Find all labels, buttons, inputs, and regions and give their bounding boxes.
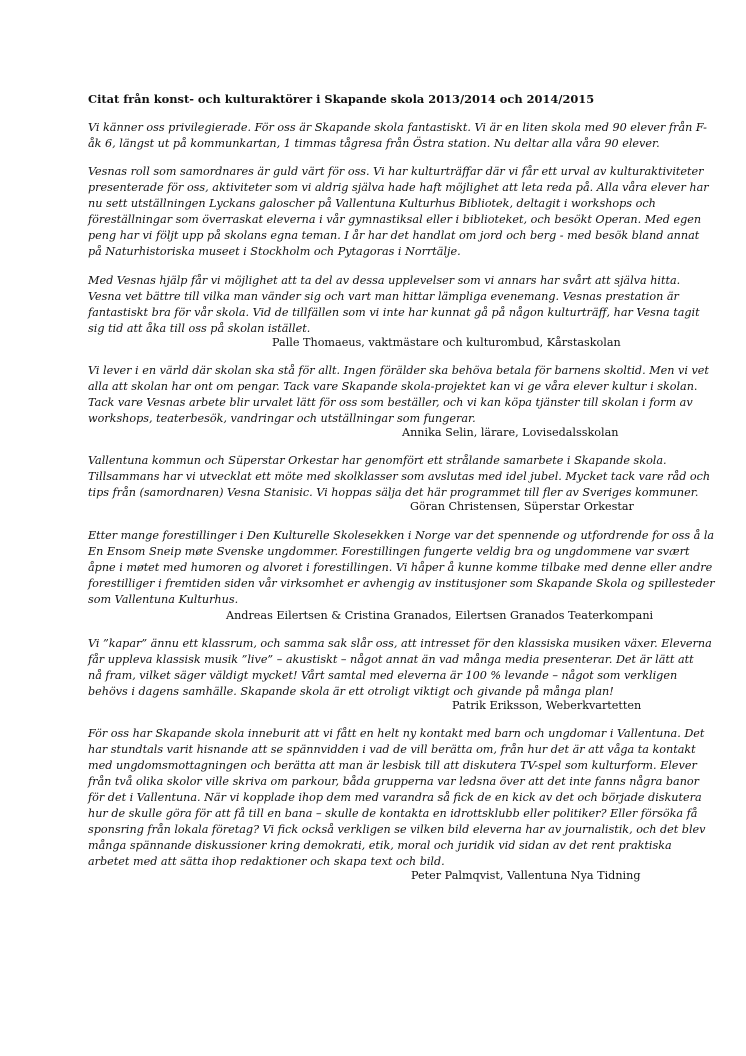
quote-line: med ungdomsmottagningen och berätta att man är lesbisk till att diskutera TV-spel som kulturform. Elever — [88, 759, 697, 772]
quote-line: Vi lever i en värld där skolan ska stå för allt. Ingen förälder ska behöva betala för barnens skoltid. Men vi vet — [88, 364, 709, 377]
quote-line: Vallentuna kommun och Süperstar Orkestar har genomfört ett strålande samarbete i Skapande skola. — [88, 454, 667, 467]
quote-attribution: Palle Thomaeus, vaktmästare och kulturombud, Kårstaskolan — [272, 336, 621, 349]
quote-line: hur de skulle göra för att få till en bana – skulle de kontakta en idrottsklubb eller politiker? Eller försöka få — [88, 807, 698, 820]
quote-line: på Naturhistoriska museet i Stockholm och Pytagoras i Norrtälje. — [88, 245, 461, 258]
quote-line: nu sett utställningen Lyckans galoscher på Vallentuna Kulturhus Bibliotek, deltagit i workshops och — [88, 197, 656, 210]
quote-attribution: Göran Christensen, Süperstar Orkestar — [410, 500, 634, 513]
quote-attribution: Peter Palmqvist, Vallentuna Nya Tidning — [411, 869, 641, 882]
quote-line: sponsring från lokala företag? Vi fick också verkligen se vilken bild eleverna har av journalistik, och det blev — [88, 823, 706, 836]
quote-line: Tillsammans har vi utvecklat ett möte med skolklasser som avslutas med idel jubel. Mycket tack vare råd och — [88, 470, 711, 483]
quote-line: Vesnas roll som samordnares är guld värt för oss. Vi har kulturträffar där vi får ett urval av kulturaktiviteter — [88, 165, 704, 178]
quote-line: fantastiskt bra för vår skola. Vid de tillfällen som vi inte har kunnat gå på någon kulturträff, har Vesna tagit — [88, 306, 700, 319]
quote-line: alla att skolan har ont om pengar. Tack vare Skapande skola-projektet kan vi ge våra elever kultur i skolan. — [88, 380, 698, 393]
quote-line: presenterade för oss, aktiviteter som vi aldrig själva hade haft möjlighet att leta reda på. Alla våra elever har — [88, 181, 709, 194]
quote-attribution: Patrik Eriksson, Weberkvartetten — [452, 699, 642, 712]
quote-line: Tack vare Vesnas arbete blir urvalet lätt för oss som beställer, och vi kan köpa tjänster till skolan i form av — [88, 396, 693, 409]
quote-line: arbetet med att sätta ihop redaktioner och skapa text och bild. — [88, 855, 445, 868]
quote-line: har stundtals varit hisnande att se spännvidden i vad de vill berätta om, från hur det är att våga ta kontakt — [88, 743, 696, 756]
quote-line: många spännande diskussioner kring demokrati, etik, moral och juridik vid sidan av det rent praktiska — [88, 839, 672, 852]
quote-line: nå fram, vilket säger väldigt mycket! Vårt samtal med eleverna är 100 % levande – något som verkligen — [88, 669, 678, 682]
quote-line: åk 6, längst ut på kommunkartan, 1 timmas tågresa från Östra station. Nu deltar alla våra 90 elever. — [88, 137, 660, 150]
quote-line: sig tid att åka till oss på skolan istället. — [88, 322, 311, 335]
quote-line: Vesna vet bättre till vilka man vänder sig och vart man hittar lämpliga evenemang. Vesnas prestation är — [88, 290, 679, 303]
quote-line: Vi ”kapar” ännu ett klassrum, och samma sak slår oss, att intresset för den klassiska musiken växer. Eleverna — [88, 637, 712, 650]
quote-line: forestilliger i fremtiden siden vår virksomhet er avhengig av institusjoner som Skapande Skola og spillesteder — [88, 577, 715, 590]
quote-attribution: Annika Selin, lärare, Lovisedalsskolan — [402, 426, 619, 439]
quote-line: Etter mange forestillinger i Den Kulturelle Skolesekken i Norge var det spennende og utfordrende for oss å la — [88, 529, 715, 542]
quote-line: tips från (samordnaren) Vesna Stanisic. Vi hoppas sälja det här programmet till fler av Sveriges kommuner. — [88, 486, 699, 499]
quote-line: workshops, teaterbesök, vandringar och utställningar som fungerar. — [88, 412, 476, 425]
quote-line: behövs i dagens samhälle. Skapande skola är ett otroligt viktigt och givande på många plan! — [88, 685, 614, 698]
quote-line: från två olika skolor ville skriva om parkour, båda grupperna var ledsna över att det inte fanns några banor — [88, 775, 700, 788]
quote-line: får uppleva klassisk musik ”live” – akustiskt – något annat än vad många media presenterar. Det är lätt att — [88, 653, 694, 666]
quote-line: Med Vesnas hjälp får vi möjlighet att ta del av dessa upplevelser som vi annars har svårt att själva hitta. — [88, 274, 681, 287]
quote-line: För oss har Skapande skola inneburit att vi fått en helt ny kontakt med barn och ungdomar i Vallentuna. Det — [88, 727, 705, 740]
quote-line: åpne i møtet med humoren og alvoret i forestillingen. Vi håper å kunne komme tilbake med denne eller andre — [88, 561, 713, 574]
quote-line: Vi känner oss privilegierade. För oss är Skapande skola fantastiskt. Vi är en liten skola med 90 elever från F- — [88, 121, 707, 134]
quote-line: En Ensom Sneip møte Svenske ungdommer. Forestillingen fungerte veldig bra og ungdommene var svært — [88, 545, 690, 558]
quote-line: föreställningar som överraskat eleverna i vår gymnastiksal eller i biblioteket, och besökt Operan. Med egen — [88, 213, 702, 226]
quote-attribution: Andreas Eilertsen & Cristina Granados, Eilertsen Granados Teaterkompani — [226, 609, 654, 622]
document-title: Citat från konst- och kulturaktörer i Skapande skola 2013/2014 och 2014/2015 — [88, 92, 595, 106]
quote-line: för det i Vallentuna. När vi kopplade ihop dem med varandra så fick de en kick av det och började diskutera — [88, 791, 702, 804]
quote-line: peng har vi följt upp på skolans egna teman. I år har det handlat om jord och berg - med besök bland annat — [88, 229, 700, 242]
quote-line: som Vallentuna Kulturhus. — [88, 593, 239, 606]
